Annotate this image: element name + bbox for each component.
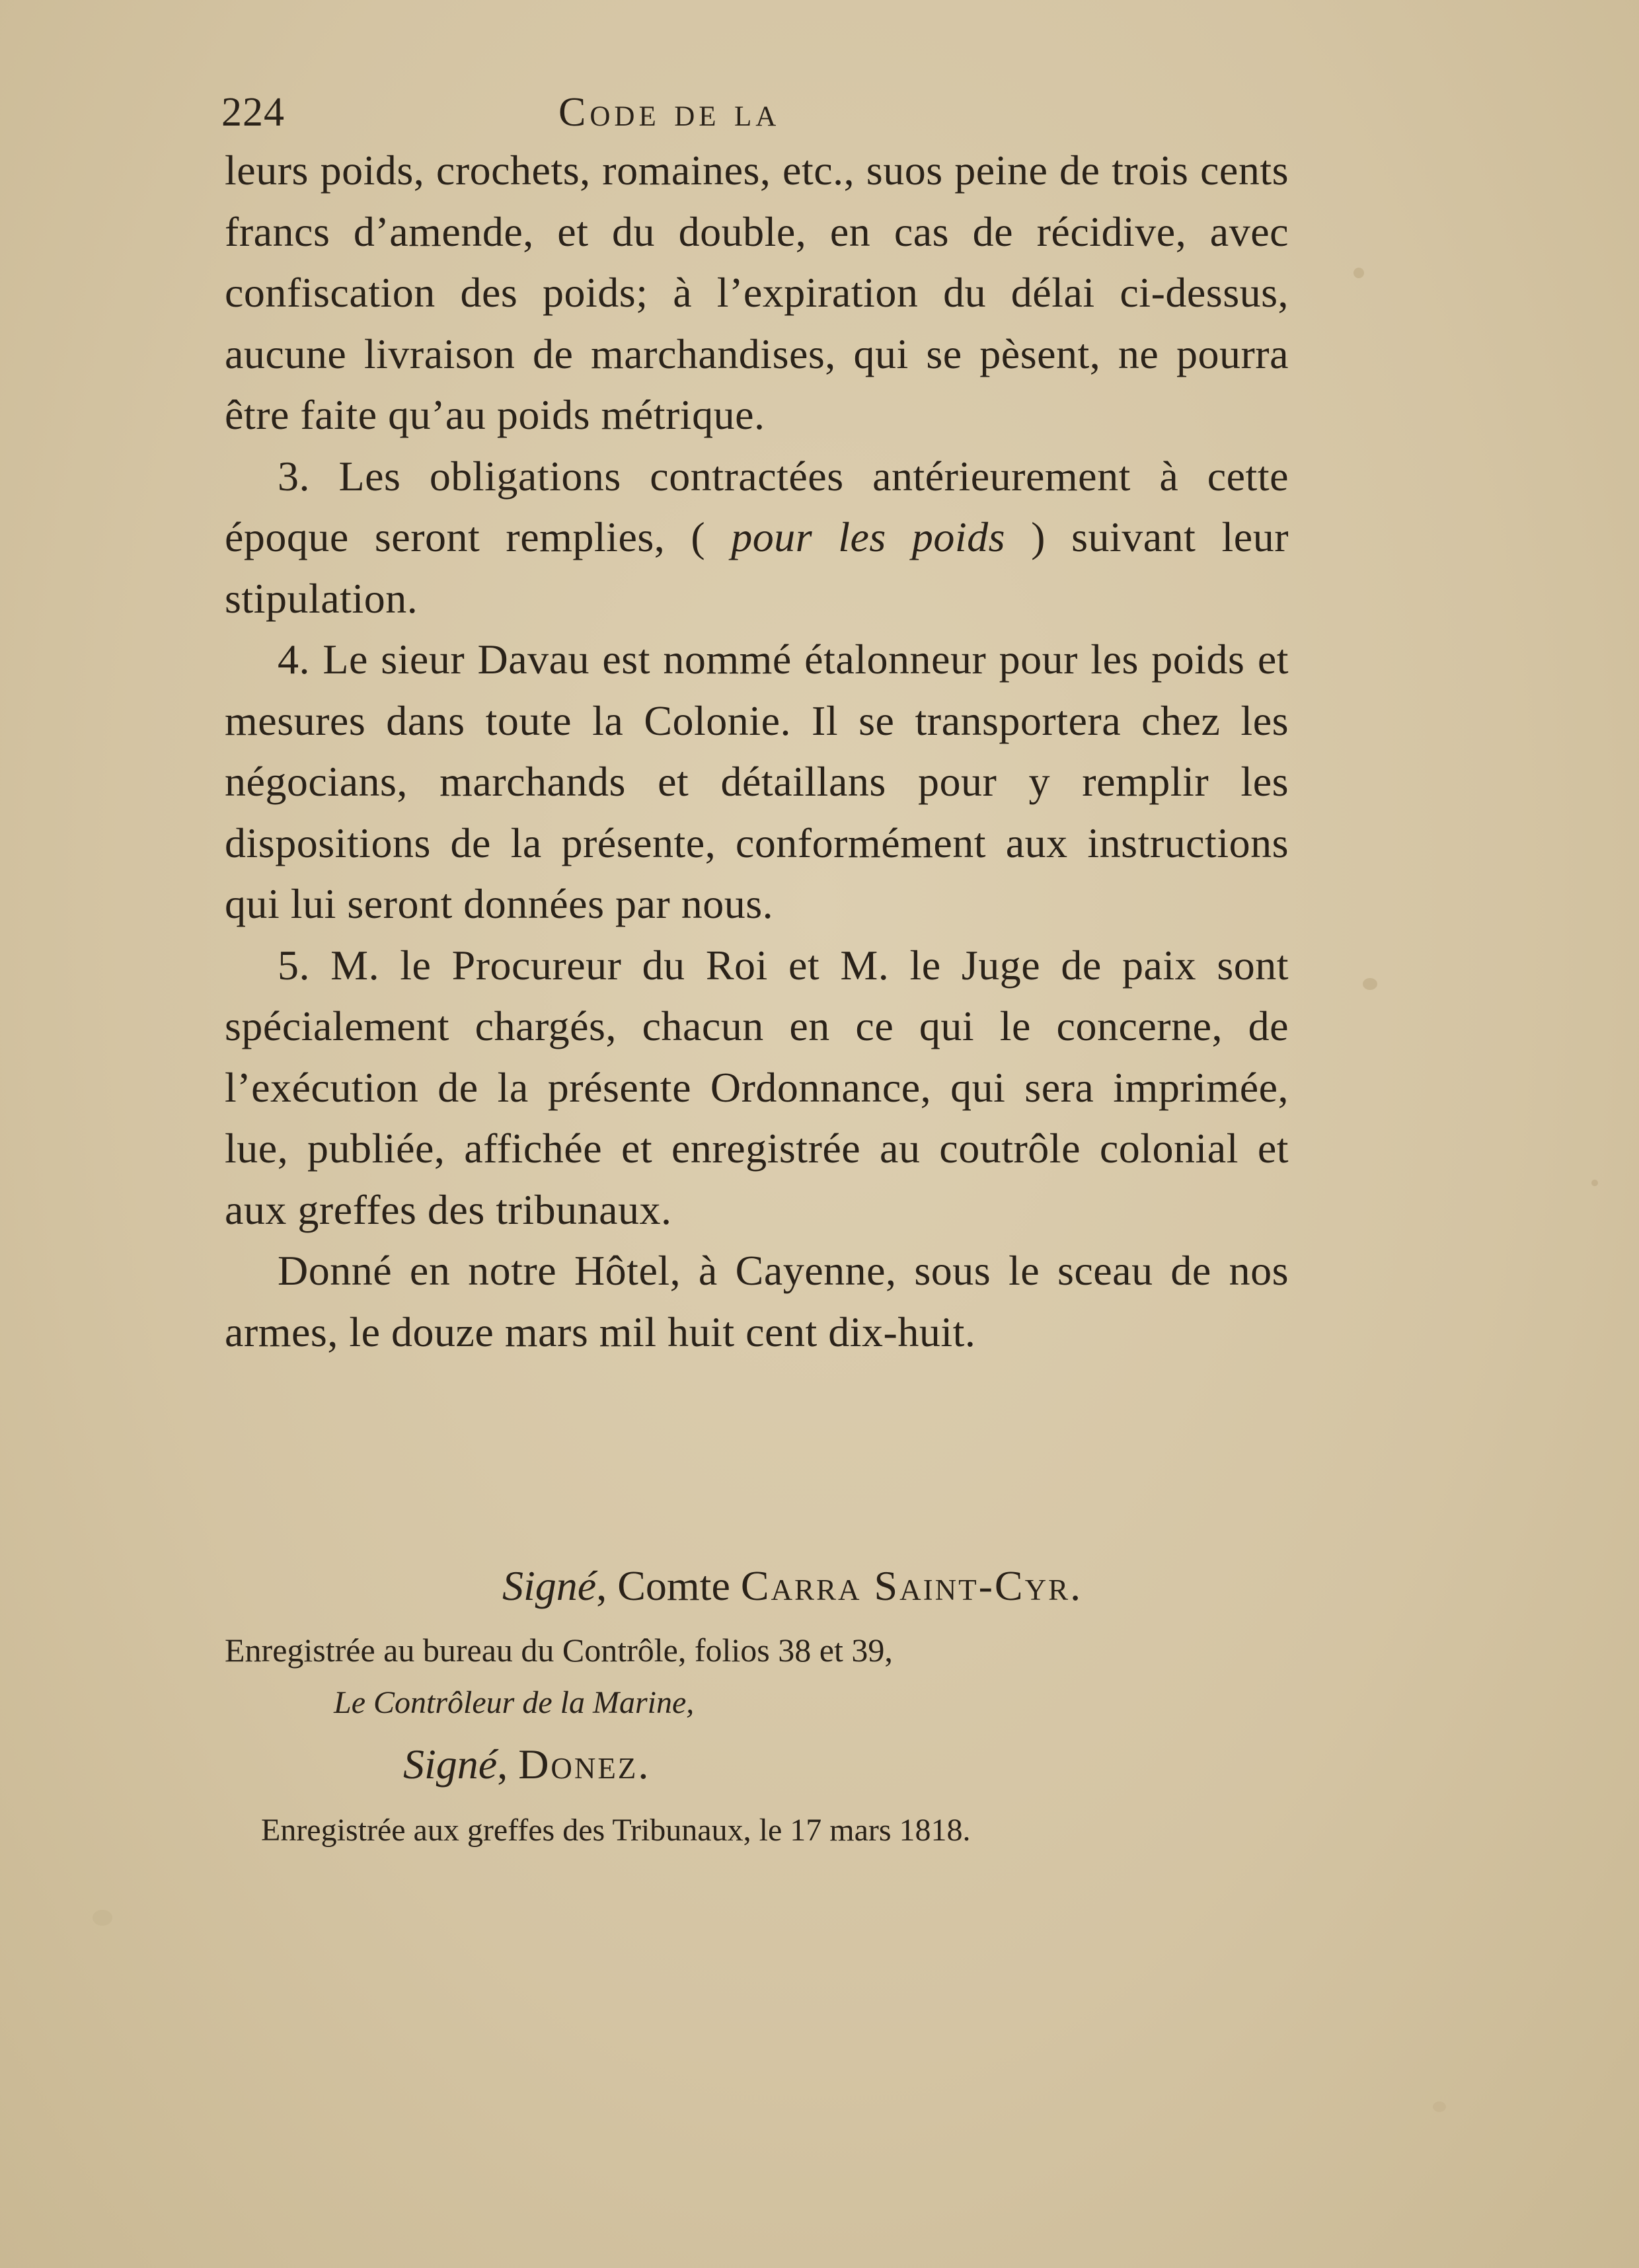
paper-stain <box>1353 268 1364 278</box>
signe-label: Signé <box>403 1741 498 1788</box>
paper-stain <box>1363 978 1377 990</box>
signature-controller <box>403 1735 650 1794</box>
signature-governor <box>502 1556 1083 1616</box>
registration-note: Enregistrée au bureau du Contrôle, folios 38 et 39, <box>225 1632 893 1669</box>
paper-stain <box>93 1910 112 1926</box>
article-4: 4. Le sieur Davau est nommé étalonneur pour les poids et mesures dans toute la Colonie. Il se transportera chez les négocians, marchands et détaillans pour y remplir les dispositions de la présente, conformément aux instructions qui lui seront données par nous. <box>225 636 1289 927</box>
signature-prefix: , Comte <box>596 1562 741 1609</box>
closing-paragraph: Donné en notre Hôtel, à Cayenne, sous le sceau de nos armes, le douze mars mil huit cent dix-huit. <box>225 1247 1289 1355</box>
signatory-name: Carra Saint-Cyr. <box>740 1562 1083 1609</box>
paragraph-continuation: leurs poids, crochets, romaines, etc., suos peine de trois cents francs d’amende, et du double, en cas de récidive, avec confiscation des poids; à l’expiration du délai ci-dessus, aucune livraison de marchandises, qui se pèsent, ne pourra être faite qu’au poids métrique. <box>225 147 1289 438</box>
registration-note-tribunals: Enregistrée aux greffes des Tribunaux, le 17 mars 1818. <box>261 1813 971 1848</box>
controller-name: Donez. <box>518 1741 651 1788</box>
paper-stain <box>1433 2101 1446 2112</box>
article-3-start: 3. Les obligations contractées antérieurement à cette époque seront remplies, ( <box>225 452 1289 560</box>
running-head: Code de la <box>558 90 781 135</box>
article-3-end: ) suivant leur stipulation. <box>225 513 1289 622</box>
signe-label: Signé <box>502 1562 597 1609</box>
article-3 <box>225 446 1289 630</box>
signature-separator: , <box>497 1741 519 1788</box>
page-number: 224 <box>221 90 285 135</box>
article-5: 5. M. le Procureur du Roi et M. le Juge de paix sont spécialement chargés, chacun en ce qui le concerne, de l’exécution de la présente Ordonnance, qui sera imprimée, lue, publiée, affichée et enregistrée au coutrôle colonial et aux greffes des tribunaux. <box>225 941 1289 1233</box>
page-header <box>221 86 1292 145</box>
controller-title: Le Contrôleur de la Marine, <box>334 1685 695 1720</box>
article-3-italic: pour les poids <box>705 513 1032 560</box>
body-text <box>225 140 1289 1363</box>
paper-stain <box>1591 1180 1598 1186</box>
